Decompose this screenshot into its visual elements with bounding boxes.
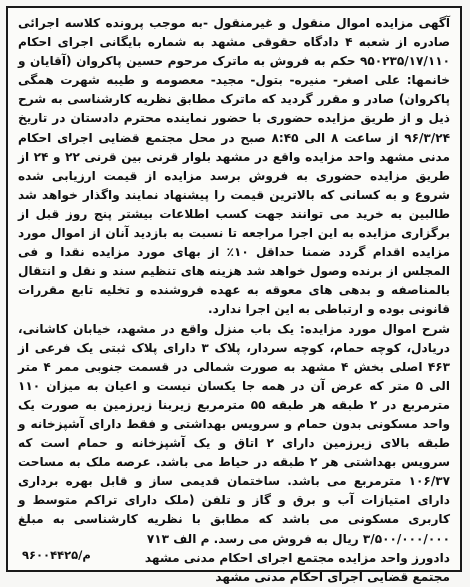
notice-code: ۹۶۰۰۴۴۲۵/م: [22, 547, 91, 562]
property-description-paragraph: شرح اموال مورد مزایده: یک باب منزل واقع در مشهد، خیابان کاشانی، دریادل، کوچه حمام، کوچه سردار، پلاک ۳ دارای پلاک ثبتی یک فرعی از ۴۶۳ اصلی بخش ۴ مشهد به صورت شمالی در قسمت جنوبی ممر ۴ متر الی ۵ متر که عرض آن در همه جا یکسان نیست و اعیان به میزان ۱۱۰ مترمربع در ۲ طبقه هر طبقه ۵۵ مترمربع زیربنا زیرزمین به صورت یک واحد مسکونی بدون حمام و سرویس بهداشتی و فقط دارای آشپزخانه و طبقه بالای زیرزمین دارای ۲ اتاق و یک آشپزخانه و حمام است که سرویس بهداشتی هر ۲ طبقه در حیاط می باشد. عرصه ملک به مساحت ۱۰۶/۳۷ مترمربع می باشد. ساختمان قدیمی ساز و قابل بهره برداری دارای امتیازات آب و برق و گاز و تلفن (ملک دارای تراکم متوسط و کاربری مسکونی می باشد که مطابق با نظریه کارشناسی به مبلغ ۳/۵۰۰/۰۰۰/۰۰۰ ریال به فروش می رسد. م الف ۷۱۳: [18, 321, 451, 546]
signature-line-1: دادورز واحد مزایده مجتمع اجرای احکام مدنی مشهد: [144, 550, 450, 565]
notice-frame: [6, 6, 462, 584]
auction-notice-paragraph: آگهی مزایده اموال منقول و غیرمنقول -به موجب پرونده کلاسه اجرائی صادره از شعبه ۴ دادگاه حقوقی مشهد به شماره بایگانی اجرای احکام ۹۵۰۲۳۵/۱۷/۱۱۰ حکم به فروش به ماترک مرحوم حسین پاکروان (آقایان و خانمها: علی اصغر- منیره- بتول- مجید- معصومه و طیبه شهرت همگی پاکروان) صادر و مقرر گردید که ماترک مطابق نظریه کارشناسی به شرح ذیل و از طریق مزایده حضوری با حضور نماینده محترم دادستان در تاریخ ۹۶/۳/۲۴ از ساعت ۸ الی ۸:۴۵ صبح در محل مجتمع قضایی اجرای احکام مدنی مشهد واحد مزایده واقع در مشهد بلوار قرنی بین قرنی ۲۲ و ۲۴ از طریق مزایده حضوری به فروش برسد مزایده از قیمت ارزیابی شده شروع و به کسانی که بالاترین قیمت را پیشنهاد نمایند واگذار خواهد شد طالبین به خرید می توانند جهت کسب اطلاعات بیشتر پنج روز قبل از برگزاری مزایده به این اجرا مراجعه تا نسبت به بازدید آنان از اموال مورد مزایده اقدام گردد ضمنا حداقل ۱۰٪ از بهای مورد مزایده نقدا و فی المجلس از برنده وصول خواهد شد هزینه های تنظیم سند و نقل و انتقال بالمناصفه و بدهی های معوقه به عهده فروشنده و تخلیه تابع مقررات قانونی بوده و ارتباطی به این اجرا ندارد.: [18, 16, 451, 317]
notice-content: [18, 14, 451, 584]
signature-line-2: مجتمع قضایی اجرای احکام مدنی مشهد: [215, 569, 450, 584]
